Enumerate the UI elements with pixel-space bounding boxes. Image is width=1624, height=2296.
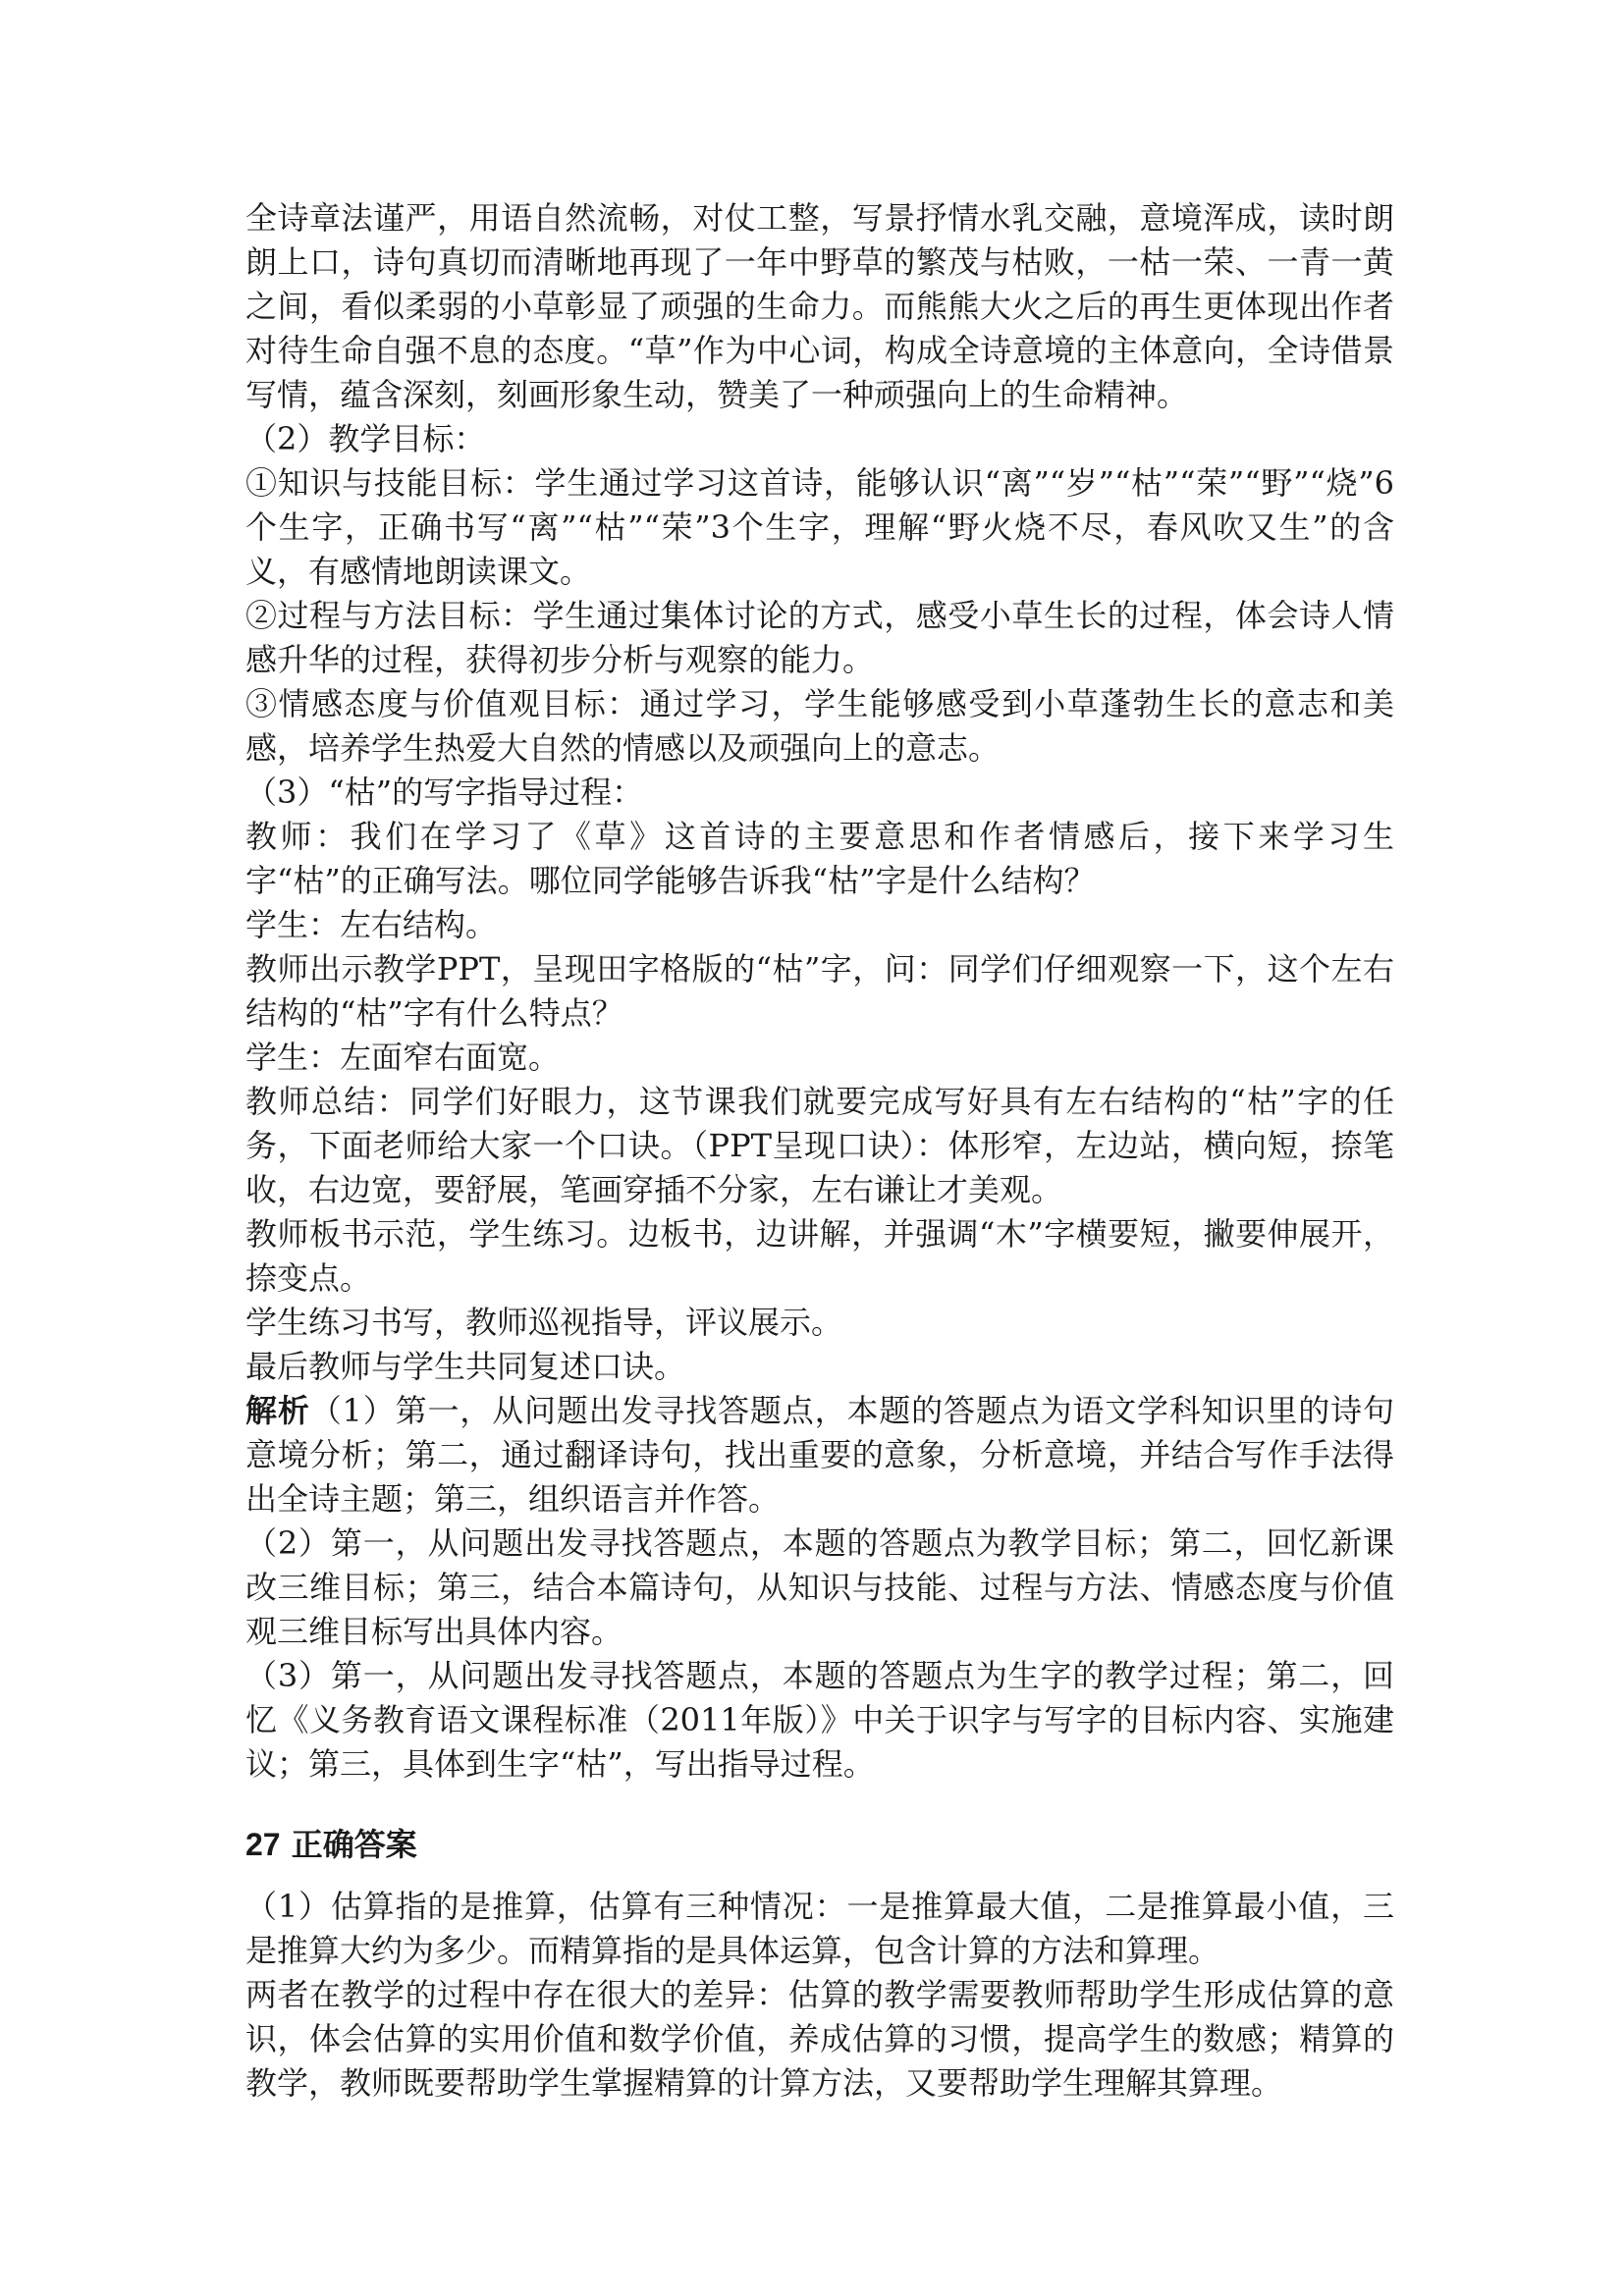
goal-emotion-values: ③情感态度与价值观目标：通过学习，学生能够感受到小草蓬勃生长的意志和美感，培养学生热爱大自然的情感以及顽强向上的意志。	[245, 685, 1394, 767]
writing-guide-heading: （3）“枯”的写字指导过程：	[245, 774, 644, 811]
answer-paragraph-2: 两者在教学的过程中存在很大的差异：估算的教学需要教师帮助学生形成估算的意识，体会估算的实用价值和数学价值，养成估算的习惯，提高学生的数感；精算的教学，教师既要帮助学生掌握精算的计算方法，又要帮助学生理解其算理。	[245, 1976, 1394, 2102]
answer-paragraph-1: （1）估算指的是推算，估算有三种情况：一是推算最大值，二是推算最小值，三是推算大约为多少。而精算指的是具体运算，包含计算的方法和算理。	[245, 1888, 1394, 1969]
answer-title: 正确答案	[291, 1826, 417, 1863]
dialogue-teacher-1: 教师：我们在学习了《草》这首诗的主要意思和作者情感后，接下来学习生字“枯”的正确写法。哪位同学能够告诉我“枯”字是什么结构？	[245, 818, 1394, 899]
analysis-label: 解析	[245, 1392, 310, 1429]
goal-knowledge-skills: ①知识与技能目标：学生通过学习这首诗，能够认识“离”“岁”“枯”“荣”“野”“烧”6个生字，正确书写“离”“枯”“荣”3个生字，理解“野火烧不尽，春风吹又生”的含义，有感情地朗读课文。	[245, 464, 1394, 590]
dialogue-teacher-summary: 教师总结：同学们好眼力，这节课我们就要完成写好具有左右结构的“枯”字的任务，下面老师给大家一个口诀。（PPT呈现口诀）：体形窄，左边站，横向短，捺笔收，右边宽，要舒展，笔画穿插不分家，左右谦让才美观。	[245, 1083, 1394, 1208]
goal-process-methods: ②过程与方法目标：学生通过集体讨论的方式，感受小草生长的过程，体会诗人情感升华的过程，获得初步分析与观察的能力。	[245, 597, 1394, 678]
student-practice-paragraph: 学生练习书写，教师巡视指导，评议展示。	[245, 1304, 843, 1341]
teacher-demo-paragraph: 教师板书示范，学生练习。边板书，边讲解，并强调“木”字横要短，撇要伸展开，捺变点。	[245, 1215, 1394, 1297]
analysis-text-1: （1）第一，从问题出发寻找答题点，本题的答题点为语文学科知识里的诗句意境分析；第二，通过翻译诗句，找出重要的意象，分析意境，并结合写作手法得出全诗主题；第三，组织语言并作答。	[245, 1392, 1394, 1518]
analysis-paragraph-1	[245, 1389, 1394, 1522]
poem-summary-paragraph: 全诗章法谨严，用语自然流畅，对仗工整，写景抒情水乳交融，意境浑成，读时朗朗上口，诗句真切而清晰地再现了一年中野草的繁茂与枯败，一枯一荣、一青一黄之间，看似柔弱的小草彰显了顽强的生命力。而熊熊大火之后的再生更体现出作者对待生命自强不息的态度。“草”作为中心词，构成全诗意境的主体意向，全诗借景写情，蕴含深刻，刻画形象生动，赞美了一种顽强向上的生命精神。	[245, 199, 1394, 413]
dialogue-teacher-2: 教师出示教学PPT，呈现田字格版的“枯”字，问：同学们仔细观察一下，这个左右结构的“枯”字有什么特点？	[245, 950, 1394, 1032]
analysis-paragraph-3: （3）第一，从问题出发寻找答题点，本题的答题点为生字的教学过程；第二，回忆《义务教育语文课程标准（2011年版）》中关于识字与写字的目标内容、实施建议；第三，具体到生字“枯”，写出指导过程。	[245, 1657, 1394, 1783]
analysis-paragraph-2: （2）第一，从问题出发寻找答题点，本题的答题点为教学目标；第二，回忆新课改三维目标；第三，结合本篇诗句，从知识与技能、过程与方法、情感态度与价值观三维目标写出具体内容。	[245, 1524, 1394, 1650]
final-recitation-paragraph: 最后教师与学生共同复述口诀。	[245, 1348, 686, 1385]
dialogue-student-2: 学生：左面窄右面宽。	[245, 1039, 561, 1076]
answer-heading	[245, 1823, 1394, 1867]
question-number: 27	[245, 1827, 281, 1862]
dialogue-student-1: 学生：左右结构。	[245, 906, 498, 943]
teaching-goals-heading: （2）教学目标：	[245, 420, 486, 457]
document-page	[245, 196, 1394, 2106]
